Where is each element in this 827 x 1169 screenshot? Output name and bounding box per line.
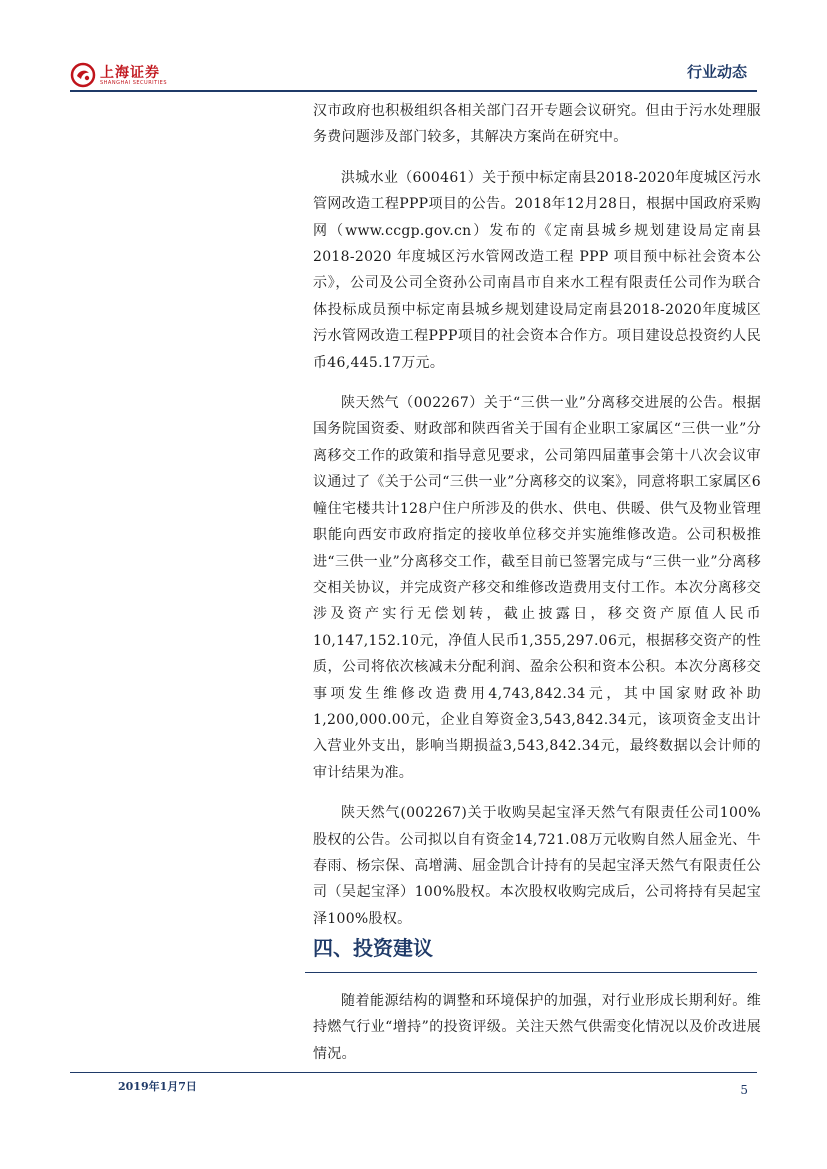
footer-divider — [70, 1072, 757, 1073]
investment-advice-content — [313, 988, 761, 1081]
company-logo — [70, 62, 200, 92]
section-heading-investment-advice: 四、投资建议 — [313, 936, 433, 960]
section-tag: 行业动态 — [686, 63, 747, 81]
heading-divider — [305, 972, 757, 973]
paragraph-continued: 汉市政府也积极组织各相关部门召开专题会议研究。但由于污水处理服务费问题涉及部门较多，其解决方案尚在研究中。 — [313, 103, 761, 146]
logo-emblem-icon — [70, 62, 96, 88]
header-divider — [70, 90, 757, 92]
page-header — [0, 0, 827, 100]
paragraph-hongcheng-water: 洪城水业（600461）关于预中标定南县2018-2020年度城区污水管网改造工程PPP项目的公告。2018年12月28日，根据中国政府采购网（www.ccgp.gov.cn）发布的《定南县城乡规划建设局定南县2018-2020 年度城区污水管网改造工程 PPP 项目预中标社会资本公示》，公司及公司全资孙公司南昌市自来水工程有限责任公司作为联合体投标成员预中标定南县城乡规划建设局定南县2018-2020年度城区污水管网改造工程PPP项目的社会资本合作方。项目建设总投资约人民币46,445.17万元。 — [313, 169, 761, 371]
main-content — [313, 98, 761, 946]
logo-subtext: SHANGHAI SECURITIES — [100, 80, 168, 86]
report-date: 2019年1月7日 — [118, 1080, 197, 1093]
paragraph-shaanxi-gas-acquisition: 陕天然气(002267)关于收购吴起宝泽天然气有限责任公司100%股权的公告。公司拟以自有资金14,721.08万元收购自然人屈金光、牛春雨、杨宗保、高增满、屈金凯合计持有的吴起宝泽天然气有限责任公司（吴起宝泽）100%股权。本次股权收购完成后，公司将持有吴起宝泽100%股权。 — [313, 805, 761, 927]
page-number: 5 — [740, 1083, 748, 1097]
logo-text: 上海证券 — [100, 65, 160, 81]
paragraph-investment-advice: 随着能源结构的调整和环境保护的加强，对行业形成长期利好。维持燃气行业“增持”的投资评级。关注天然气供需变化情况以及价改进展情况。 — [313, 993, 761, 1062]
paragraph-shaanxi-gas-transfer: 陕天然气（002267）关于“三供一业”分离移交进展的公告。根据国务院国资委、财政部和陕西省关于国有企业职工家属区“三供一业”分离移交工作的政策和指导意见要求，公司第四届董事会第十八次会议审议通过了《关于公司“三供一业”分离移交的议案》，同意将职工家属区6幢住宅楼共计128户住户所涉及的供水、供电、供暖、供气及物业管理职能向西安市政府指定的接收单位移交并实施维修改造。公司积极推进“三供一业”分离移交工作，截至目前已签署完成与“三供一业”分离移交相关协议，并完成资产移交和维修改造费用支付工作。本次分离移交涉及资产实行无偿划转，截止披露日，移交资产原值人民币10,147,152.10元，净值人民币1,355,297.06元，根据移交资产的性质，公司将依次核减未分配利润、盈余公积和资本公积。本次分离移交事项发生维修改造费用4,743,842.34元，其中国家财政补助1,200,000.00元，企业自筹资金3,543,842.34元，该项资金支出计入营业外支出，影响当期损益3,543,842.34元，最终数据以会计师的审计结果为准。 — [313, 395, 761, 781]
